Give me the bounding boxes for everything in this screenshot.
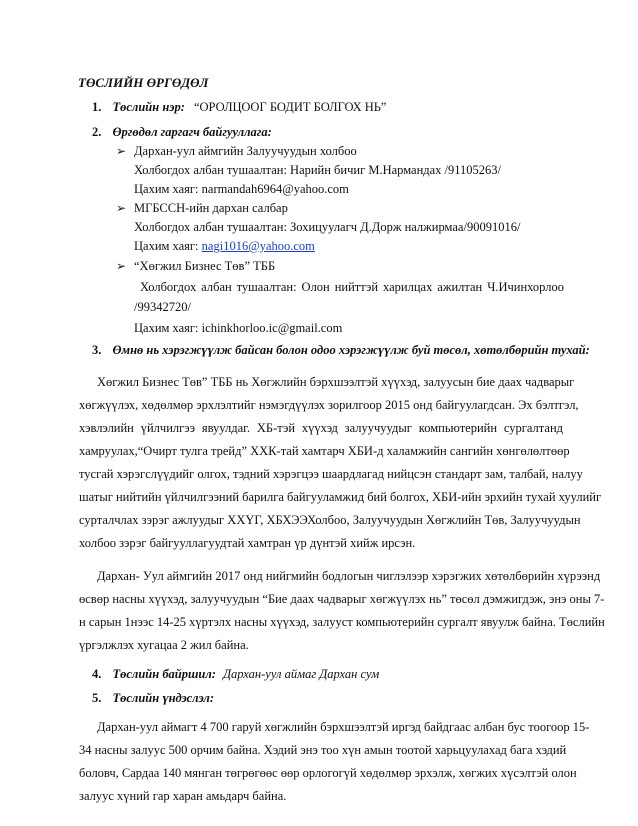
org-contact-phone: /99342720/	[134, 300, 191, 314]
org-name: МГБССН-ийн дархан салбар	[134, 201, 288, 215]
paragraph-line: Хөгжил Бизнес Төв” ТББ нь Хөгжлийн бэрхшээлтэй хүүхэд, залуусын бие даах чадварыг	[97, 375, 575, 389]
item-label: Өргөдөл гаргагч байгууллага:	[112, 125, 272, 139]
org-contact: Холбогдох албан тушаалтан: Олон нийттэй харилцах ажилтан Ч.Ичинхорлоо	[140, 280, 564, 294]
paragraph-line: хамруулах,“Очирт тулга трейд” ХХК-тай хамтарч ХБИ-д халамжийн сангийн хөнгөлөлтөөр	[79, 444, 570, 458]
item-label: Төслийн үндэслэл:	[112, 691, 214, 705]
item-label: Өмнө нь хэрэгжүүлж байсан болон одоо хэрэгжүүлж буй төсөл, хөтөлбөрийн тухай:	[112, 343, 590, 357]
item-number: 2.	[92, 125, 102, 139]
project-name-value: “ОРОЛЦООГ БОДИТ БОЛГОХ НЬ”	[193, 100, 387, 114]
email-text: ichinkhorloo.ic@gmail.com	[201, 321, 343, 335]
paragraph-line: өсвөр насны хүүхэд, залуучуудын “Бие даах чадварыг хөгжүүлэх нь” төсөл дэмжигдэж, энэ оны 7-	[79, 592, 605, 606]
email-label: Цахим хаяг:	[134, 239, 202, 253]
item-location	[92, 666, 379, 683]
org-email-line	[134, 181, 349, 198]
paragraph-line: тусгай хэрэгслүүдийг олгох, тэдний хэрэгцээ шаардлагад нийцсэн стандарт зам, талбай, налуу	[79, 467, 583, 481]
paragraph-line: Дархан-уул аймагт 4 700 гаруй хөгжлийн бэрхшээлтэй иргэд байдгаас албан бус тоогоор 15-	[97, 720, 590, 734]
email-text: narmandah6964@yahoo.com	[201, 182, 349, 196]
item-project-name	[92, 99, 386, 116]
paragraph-line: боловч, Сардаа 140 мянган төгрөгөөс өөр орлогогүй хөдөлмөр эрхэлж, хөгжих хүсэлтэй олон	[79, 766, 577, 780]
org-contact: Холбогдох албан тушаалтан: Нарийн бичиг М.Нармандах /91105263/	[134, 163, 502, 177]
item-label: Төслийн нэр:	[112, 100, 185, 114]
org-email-line	[134, 238, 315, 255]
org-name: “Хөгжил Бизнес Төв” ТББ	[134, 259, 276, 273]
paragraph-line: үргэлжлэх хугацаа 2 жил байна.	[79, 638, 249, 652]
paragraph-line: сурталчлах зэрэг ажлуудыг ХХҮГ, ХБХЭЭХолбоо, Залуучуудын Хөгжлийн Төв, Залуучуудын	[79, 513, 581, 527]
document-title: ТӨСЛИЙН ӨРГӨДӨЛ	[78, 75, 209, 90]
item-label: Төслийн байршил:	[112, 667, 216, 681]
email-link[interactable]: nagi1016@yahoo.com	[201, 239, 315, 253]
paragraph-line: шатыг нийтийн үйлчилгээний барилга байгууламжид бий болгох, ХБИ-ийн эрхийн тухай хуулийг	[79, 490, 602, 504]
org-contact: Холбогдох албан тушаалтан: Зохицуулагч Д.Дорж налжирмаа/90091016/	[134, 220, 521, 234]
item-number: 1.	[92, 100, 102, 114]
paragraph-line: холбоо зэрэг байгууллагуудтай хамтран үр дүнтэй хийж ирсэн.	[79, 536, 416, 550]
item-applicant-org	[92, 124, 272, 141]
org-name: Дархан-уул аймгийн Залуучуудын холбоо	[134, 144, 357, 158]
paragraph-line: хэвлэлийн үйлчилгээ явуулдаг. ХБ-тэй хүүхэд залуучуудыг компьютерийн сургалтанд	[79, 421, 563, 435]
org-email-line	[134, 320, 342, 337]
paragraph-line: залуус хүний гар харан амьдарч байна.	[79, 789, 287, 803]
email-label: Цахим хаяг:	[134, 321, 202, 335]
arrow-bullet-icon: ➢	[116, 259, 127, 273]
item-previous-projects	[92, 342, 590, 359]
item-number: 4.	[92, 667, 102, 681]
arrow-bullet-icon: ➢	[116, 144, 127, 158]
arrow-bullet-icon: ➢	[116, 201, 127, 215]
paragraph-line: Дархан- Уул аймгийн 2017 онд нийгмийн бодлогын чиглэлээр хэрэгжих хөтөлбөрийн хүрээнд	[97, 569, 601, 583]
paragraph-line: хөгжүүлэх, хөдөлмөр эрхлэлтийг нэмэгдүүлэх зорилгоор 2015 онд байгуулагдсан. Эх бэлтгэл,	[79, 398, 579, 412]
paragraph-line: 34 насны залуус 500 орчим байна. Хэдий энэ тоо хүн амын тоотой харьцуулахад бага хэдий	[79, 743, 567, 757]
email-label: Цахим хаяг:	[134, 182, 202, 196]
paragraph-line: н сарын 1нээс 14-25 хүртэлх насны хүүхэд, залууст компьютерийн сургалт явуулж байна. Төслийн	[79, 615, 605, 629]
item-number: 3.	[92, 343, 102, 357]
location-value: Дархан-уул аймаг Дархан сум	[223, 667, 380, 681]
item-justification	[92, 690, 214, 707]
item-number: 5.	[92, 691, 102, 705]
